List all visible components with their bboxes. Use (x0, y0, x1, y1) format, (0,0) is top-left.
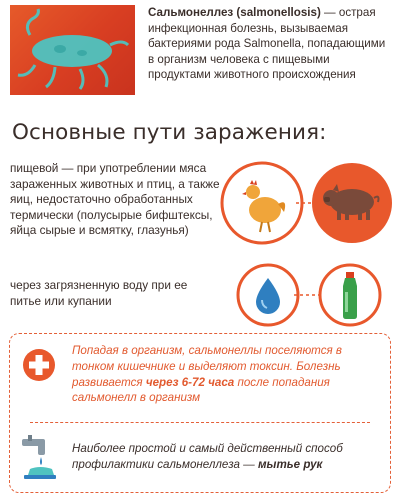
tip-line1: Наиболее простой и самый действенный способ профилактики сальмонеллеза — (72, 442, 343, 471)
tap-handwash-icon (20, 435, 60, 481)
intro-term: Сальмонеллез (salmonellosis) (148, 6, 321, 19)
intro-description: острая инфекционная болезнь, вызываемая бактериями рода Salmonella, попадающими в организм человека с пищевыми продуктами животного происхождения (148, 6, 386, 81)
bacteria-illustration (10, 5, 135, 95)
route-food-text: пищевой — при употреблении мяса зараженных животных и птиц, а также яиц, недостаточно обработанных термически (полусырые бифштексы, яйца сырые и всмятку, глазунья) (10, 161, 220, 238)
prevention-tip-text (72, 441, 382, 473)
pig-icon (312, 163, 392, 243)
warning-divider (30, 422, 370, 423)
page-title: Основные пути заражения: (12, 120, 327, 145)
intro-dash: — (320, 6, 339, 19)
bacteria-icon (10, 5, 135, 95)
medical-cross-icon (22, 348, 56, 382)
warning-text (72, 343, 382, 406)
warning-line2: после попадания сальмонелл в организм (72, 375, 330, 405)
bottle-icon (320, 265, 380, 325)
tip-handwash: мытье рук (257, 457, 323, 471)
route-water-text: через загрязненную воду при ее питье или купании (10, 278, 188, 308)
route-food-icons (210, 160, 398, 246)
warning-incubation: через 6-72 часа (145, 375, 235, 389)
water-drop-icon (238, 265, 298, 325)
chicken-icon (222, 163, 302, 243)
intro-text (148, 5, 394, 83)
route-water-icons (210, 262, 398, 328)
warning-line1: Попадая в организм, сальмонеллы поселяются в тонком кишечнике и выделяют токсин. Болезнь развивается (72, 344, 342, 389)
